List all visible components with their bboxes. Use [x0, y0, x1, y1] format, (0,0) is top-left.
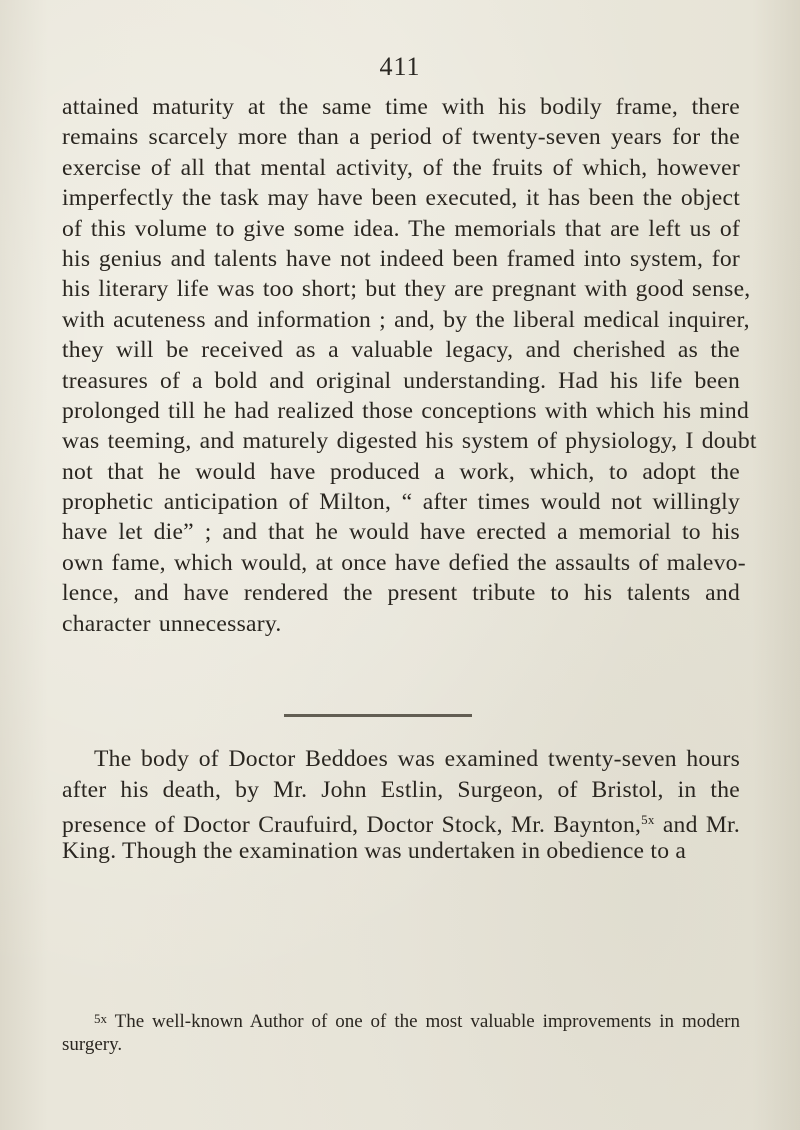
paragraph-line: character unnecessary.	[62, 610, 282, 637]
paragraph-line: his genius and talents have not indeed been framed into system, for	[62, 245, 740, 272]
paragraph-line-with-footnote	[62, 805, 741, 839]
footnote-marker: 5x	[94, 1011, 107, 1026]
paragraph-line: his literary life was too short; but they are pregnant with good sense,	[62, 276, 751, 303]
paragraph-line-text: presence of Doctor Craufuird, Doctor Stock, Mr. Baynton,	[62, 812, 642, 839]
footnote-line: surgery.	[62, 1034, 123, 1055]
footnote	[62, 1006, 740, 1058]
paragraph-line: imperfectly the task may have been executed, it has been the object	[62, 185, 740, 212]
paragraph-line: of this volume to give some idea. The memorials that are left us of	[62, 215, 740, 242]
paragraph-line: attained maturity at the same time with his bodily frame, there	[62, 94, 740, 120]
paragraph-line: The body of Doctor Beddoes was examined twenty-seven hours	[94, 746, 740, 772]
paragraph-line: after his death, by Mr. John Estlin, Surgeon, of Bristol, in the	[62, 776, 740, 803]
paragraph-line: not that he would have produced a work, which, to adopt the	[62, 458, 740, 485]
paragraph-line: own fame, which would, at once have defied the assaults of malevo-	[62, 549, 746, 576]
paragraph-line: King. Though the examination was undertaken in obedience to a	[62, 837, 687, 864]
paragraph-line: prolonged till he had realized those conceptions with which his mind	[62, 397, 749, 424]
body-paragraph-1	[62, 92, 757, 639]
footnote-line	[62, 1006, 740, 1032]
section-divider	[284, 714, 472, 717]
paragraph-line: have let die” ; and that he would have erected a memorial to his	[62, 519, 740, 546]
footnote-reference: 5x	[641, 812, 655, 828]
paragraph-line-tail: and Mr.	[654, 812, 741, 839]
paragraph-line: prophetic anticipation of Milton, “ after times would not willingly	[62, 489, 740, 516]
paragraph-line: with acuteness and information ; and, by the liberal medical inquirer,	[62, 306, 750, 333]
paragraph-line: was teeming, and maturely digested his system of physiology, I doubt	[62, 428, 757, 455]
paragraph-line: exercise of all that mental activity, of the fruits of which, however	[62, 154, 740, 181]
paragraph-line: remains scarcely more than a period of twenty-seven years for the	[62, 124, 740, 151]
body-paragraph-2	[62, 744, 740, 866]
footnote-text: The well-known Author of one of the most valuable improvements in modern	[114, 1011, 740, 1032]
paragraph-line: they will be received as a valuable legacy, and cherished as the	[62, 337, 740, 364]
page-number: 411	[379, 52, 421, 81]
paragraph-line: treasures of a bold and original understanding. Had his life been	[62, 367, 740, 394]
paragraph-line: lence, and have rendered the present tribute to his talents and	[62, 580, 740, 607]
